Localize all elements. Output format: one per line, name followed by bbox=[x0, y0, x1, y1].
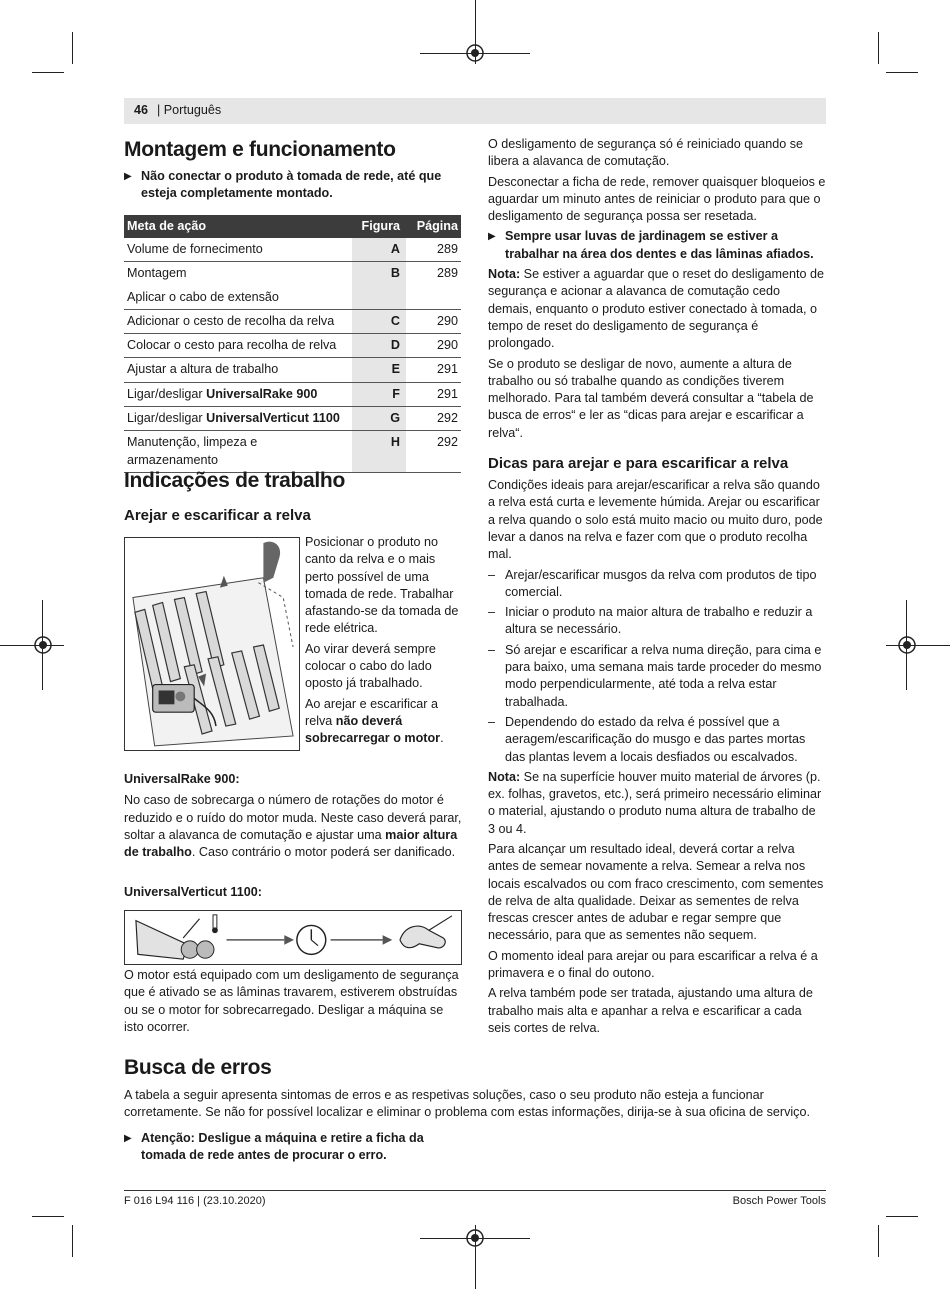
table-cell-figure: G bbox=[352, 407, 406, 431]
warning-busca: ▶ Atenção: Desligue a máquina e retire a ficha da tomada de rede antes de procurar o erro. bbox=[124, 1130, 434, 1165]
note-text: Se estiver a aguardar que o reset do desligamento de segurança e acionar a alavanca de comutação cedo demais, enquanto o produto estiver conectado à tomada, o tempo de reset do desligamento de segurança é prolongado. bbox=[488, 267, 825, 351]
busca-section bbox=[124, 1055, 826, 1164]
busca-intro: A tabela a seguir apresenta sintomas de erros e as respetivas soluções, caso o seu produto não esteja a funcionar corretamente. Se não for possível localizar e eliminar o problema com estas informações, dirija-se à sua oficina de serviço. bbox=[124, 1088, 810, 1120]
table-row bbox=[124, 382, 461, 406]
subtitle-arejar: Arejar e escarificar a relva bbox=[124, 507, 311, 524]
fig-text-overload bbox=[305, 696, 463, 748]
crop-mark bbox=[886, 1216, 918, 1217]
registration-mark-icon bbox=[31, 633, 55, 657]
table-row bbox=[124, 334, 461, 358]
table-cell-action: Montagem bbox=[127, 266, 187, 281]
ideal-moment: O momento ideal para arejar ou para escarificar a relva é a primavera e o final do outono. bbox=[488, 948, 818, 981]
verticut-section bbox=[124, 884, 462, 901]
registration-mark-icon bbox=[463, 1226, 487, 1250]
alternative-treatment: A relva também pode ser tratada, ajustando uma altura de trabalho mais alta e apanhar a relva e escarificar a cada seis cortes de relva. bbox=[488, 986, 813, 1035]
brand-name: Bosch Power Tools bbox=[732, 1195, 826, 1207]
fig-text-position: Posicionar o produto no canto da relva e o mais perto possível de uma tomada de rede. Trabalhar afastando-se da tomada de rede elétrica. bbox=[305, 535, 459, 636]
note-label: Nota: bbox=[488, 769, 521, 784]
table-cell-page: 292 bbox=[406, 431, 461, 473]
text-fragment: No caso de sobrecarga o número de rotações do motor é reduzido e o ruído do motor muda. Neste caso deverá parar, soltar a alavanca de comutação e ajustar uma bbox=[124, 793, 462, 842]
reset-info: O desligamento de segurança só é reiniciado quando se libera a alavanca de comutação. bbox=[488, 137, 804, 169]
note-reset bbox=[488, 266, 826, 352]
table-cell-action bbox=[124, 382, 352, 406]
operations-table-wrapper bbox=[124, 215, 461, 473]
page-footer bbox=[124, 1190, 826, 1210]
product-name: UniversalVerticut 1100 bbox=[206, 411, 340, 426]
table-cell-action: Volume de fornecimento bbox=[124, 238, 352, 262]
warning-gloves: ▶ Sempre usar luvas de jardinagem se estiver a trabalhar na área dos dentes e das lâminas afiados. bbox=[488, 228, 826, 263]
table-cell-action: Adicionar o cesto de recolha da relva bbox=[124, 309, 352, 333]
figure-description bbox=[305, 534, 463, 751]
dicas-title: Dicas para arejar e para escarificar a relva bbox=[488, 455, 789, 473]
crop-mark bbox=[72, 1225, 73, 1257]
reset-steps: Desconectar a ficha de rede, remover quaisquer bloqueios e aguardar um minuto antes de reiniciar o produto para que o desligamento de segurança possa ser resetada. bbox=[488, 174, 826, 224]
table-row bbox=[124, 286, 461, 310]
table-cell-figure: B bbox=[352, 262, 406, 286]
table-cell-action: Ajustar a altura de trabalho bbox=[124, 358, 352, 382]
note-label: Nota: bbox=[488, 267, 521, 282]
table-cell-page: 291 bbox=[406, 358, 461, 382]
list-item: – Arejar/escarificar musgos da relva com produtos de tipo comercial. bbox=[488, 567, 826, 602]
table-cell-page: 289 bbox=[406, 238, 461, 262]
ideal-result: Para alcançar um resultado ideal, deverá cortar a relva antes de semear novamente a relva. Semear a relva nos locais escalvados ou com fraco crescimento, com sementes de relva de alta qualidade. Deixar as sementes de relva frescas crescer antes de adubar e regar sempre que necessário, para que as sementes não sequem. bbox=[488, 841, 824, 943]
crop-mark bbox=[72, 32, 73, 64]
rake-section bbox=[124, 771, 462, 864]
table-cell-page: 292 bbox=[406, 407, 461, 431]
table-cell-page bbox=[406, 286, 461, 310]
ideal-conditions: Condições ideais para arejar/escarificar a relva são quando a relva está curta e levemente húmida. Arejar ou escarificar a relva quando o solo está muito macio ou muito duro, pode levar a danos na relva e fazer com que o produto recolha mal. bbox=[488, 478, 823, 562]
action-prefix: Ligar/desligar bbox=[127, 411, 207, 426]
crop-mark bbox=[878, 1225, 879, 1257]
table-header-page: Página bbox=[406, 215, 461, 238]
crop-mark bbox=[886, 72, 918, 73]
table-cell-page: 290 bbox=[406, 309, 461, 333]
table-row bbox=[124, 238, 461, 262]
product-name: UniversalRake 900 bbox=[206, 386, 318, 401]
fig-text-cable: Ao virar deverá sempre colocar o cabo do lado oposto já trabalhado. bbox=[305, 641, 436, 691]
operations-table bbox=[124, 215, 461, 473]
table-cell-action: Colocar o cesto para recolha de relva bbox=[124, 334, 352, 358]
table-cell-page: 291 bbox=[406, 382, 461, 406]
indicacoes-section bbox=[124, 468, 462, 526]
safety-shutdown-figure bbox=[124, 910, 462, 965]
table-cell-figure: C bbox=[352, 309, 406, 333]
table-cell-page: 289 bbox=[436, 266, 458, 281]
section-title-busca: Busca de erros bbox=[124, 1056, 272, 1079]
crop-mark bbox=[878, 32, 879, 64]
page-language: | Português bbox=[157, 103, 222, 117]
bold-fragment: maior altura de trabalho bbox=[124, 827, 458, 860]
lawn-working-pattern-figure bbox=[124, 537, 300, 751]
verticut-heading: UniversalVerticut 1100: bbox=[124, 885, 262, 899]
note-text: Se na superfície houver muito material de árvores (p. ex. folhas, gravetos, etc.), será primeiro necessário eliminar o material, ajustando o produto numa altura de trabalho de 3 ou 4. bbox=[488, 769, 822, 836]
section-title-montagem: Montagem e funcionamento bbox=[124, 138, 396, 161]
rake-heading: UniversalRake 900: bbox=[124, 772, 240, 786]
table-cell-action: Aplicar o cabo de extensão bbox=[124, 286, 352, 310]
table-cell-figure: H bbox=[352, 431, 406, 473]
table-cell-figure bbox=[352, 286, 406, 310]
text-fragment: . bbox=[440, 731, 444, 746]
verticut-text: O motor está equipado com um desligamento de segurança que é ativado se as lâminas travarem, estiverem obstruídas ou se o motor for sobrecarregado. Desligar a máquina se isto ocorrer. bbox=[124, 968, 459, 1034]
list-item: – Iniciar o produto na maior altura de trabalho e reduzir a altura se necessário. bbox=[488, 604, 826, 639]
table-cell-page: 290 bbox=[406, 334, 461, 358]
warning-montagem: ▶ Não conectar o produto à tomada de rede, até que esteja completamente montado. bbox=[124, 168, 462, 203]
right-column bbox=[488, 136, 826, 1040]
table-header-action: Meta de ação bbox=[124, 215, 352, 238]
table-cell-action bbox=[124, 407, 352, 431]
registration-mark-icon bbox=[895, 633, 919, 657]
table-cell-action: Manutenção, limpeza e armazenamento bbox=[124, 431, 352, 473]
table-cell-figure: E bbox=[352, 358, 406, 382]
list-item: – Só arejar e escarificar a relva numa direção, para cima e para baixo, uma semana mais tarde proceder do mesmo modo perpendicularmente, até toda a relva estar trabalhada. bbox=[488, 642, 826, 711]
table-row bbox=[124, 358, 461, 382]
left-column bbox=[124, 137, 462, 203]
table-cell-figure: F bbox=[352, 382, 406, 406]
note-tree-material bbox=[488, 769, 826, 838]
crop-mark bbox=[32, 1216, 64, 1217]
rake-text bbox=[124, 792, 462, 861]
language-label: Português bbox=[163, 103, 222, 117]
page-header bbox=[124, 98, 826, 124]
section-title-indicacoes: Indicações de trabalho bbox=[124, 469, 345, 492]
bold-fragment: não deverá sobrecarregar o motor bbox=[305, 713, 441, 746]
action-prefix: Ligar/desligar bbox=[127, 386, 207, 401]
crop-mark bbox=[32, 72, 64, 73]
table-row bbox=[124, 262, 461, 286]
registration-mark-icon bbox=[463, 41, 487, 65]
document-reference: F 016 L94 116 | (23.10.2020) bbox=[124, 1195, 266, 1207]
text-fragment: Ao arejar e escarificar a relva bbox=[305, 696, 438, 728]
shutdown-again-info: Se o produto se desligar de novo, aumente a altura de trabalho ou só trabalhe quando as condições tiverem melhorado. Para tal também deverá consultar a “tabela de busca de erros“ e ler as “dicas para arejar e escarificar a relva“. bbox=[488, 356, 814, 440]
list-item: – Dependendo do estado da relva é possível que a aeragem/escarificação do musgo e das partes mortas das plantas levem a locais desfiados ou escalvados. bbox=[488, 714, 826, 766]
table-cell-figure: A bbox=[352, 238, 406, 262]
table-row bbox=[124, 309, 461, 333]
page-number: 46 bbox=[134, 103, 149, 117]
verticut-text-block bbox=[124, 967, 462, 1039]
table-header-figure: Figura bbox=[352, 215, 406, 238]
table-row bbox=[124, 431, 461, 473]
text-fragment: . Caso contrário o motor poderá ser danificado. bbox=[191, 845, 456, 860]
table-cell-figure: D bbox=[352, 334, 406, 358]
table-row bbox=[124, 407, 461, 431]
